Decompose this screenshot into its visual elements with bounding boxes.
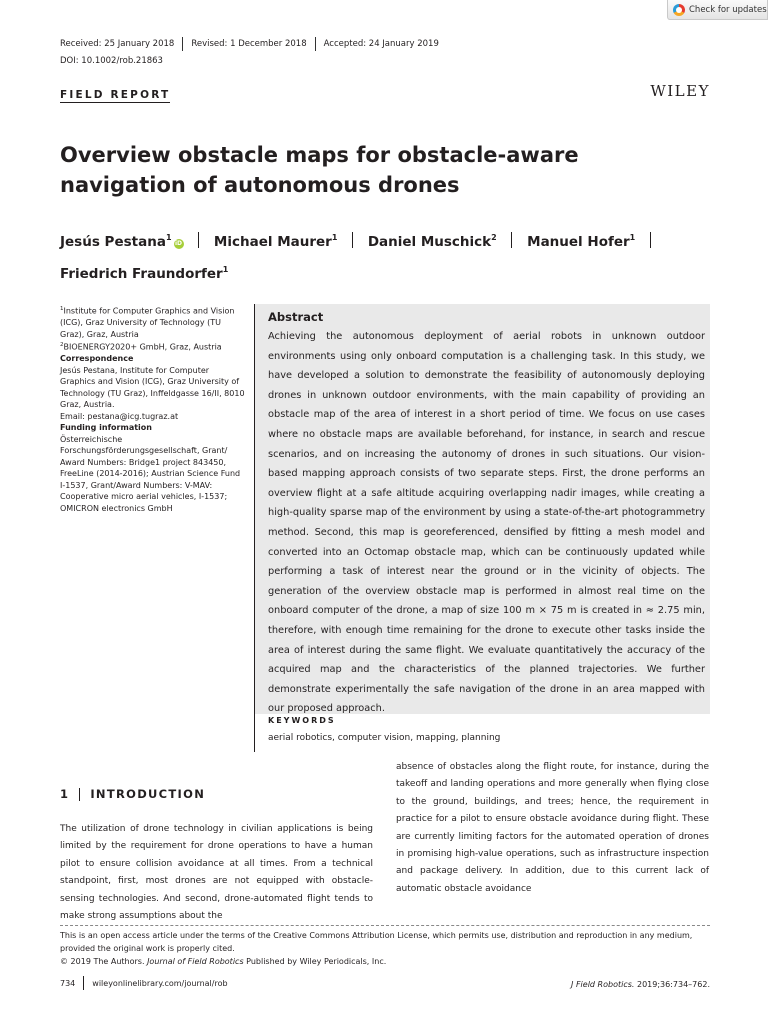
divider <box>315 37 316 51</box>
orcid-icon[interactable]: iD <box>174 240 183 247</box>
crossmark-icon <box>673 4 685 16</box>
correspondence-text: Jesús Pestana, Institute for Computer Graphics and Vision (ICG), Graz University of Technology (TU Graz), Inffeldgasse 16/II, 8010 Graz, Austria. <box>60 365 245 410</box>
check-for-updates-label: Check for updates <box>689 4 767 15</box>
author[interactable]: Friedrich Fraundorfer$^1$ <box>60 265 229 282</box>
author[interactable]: Michael Maurer$^1$ <box>213 233 338 250</box>
article-info-column <box>60 304 245 514</box>
check-for-updates-button[interactable] <box>667 0 768 20</box>
revised-date: Revised: 1 December 2018 <box>191 39 307 49</box>
journal-url[interactable]: wileyonlinelibrary.com/journal/rob <box>92 978 228 988</box>
section-title: INTRODUCTION <box>90 787 206 801</box>
correspondence-email[interactable]: Email: pestana@icg.tugraz.at <box>60 411 179 421</box>
author[interactable]: Daniel Muschick$^2$ <box>367 233 497 250</box>
abstract-heading: Abstract <box>268 310 324 324</box>
divider <box>79 788 80 801</box>
divider <box>182 37 183 51</box>
footer-left <box>60 976 228 990</box>
received-date: Received: 25 January 2018 <box>60 39 175 49</box>
affiliation: $^2$BIOENERGY2020+ GmbH, Graz, Austria <box>60 342 222 352</box>
article-dates <box>60 37 439 51</box>
copyright-line: © 2019 The Authors. Journal of Field Robotics Published by Wiley Periodicals, Inc. <box>60 957 387 966</box>
keywords-heading: KEYWORDS <box>268 716 336 725</box>
divider <box>83 976 84 990</box>
abstract-text: Achieving the autonomous deployment of aerial robots in unknown outdoor environments using only onboard computation is a challenging task. In this study, we have developed a solution to demonstrate the feasibility of autonomously deploying drones in unknown outdoor environments, with the main capability of providing an obstacle map of the area of interest in a short period of time. We focus on use cases where no obstacle maps are available beforehand, for instance, in search and rescue scenarios, and on increasing the autonomy of drones in such situations. Our vision-based mapping approach consists of two separate steps. First, the drone performs an overview flight at a safe altitude acquiring overlapping nadir images, while creating a high-quality sparse map of the environment by using a state-of-the-art photogrammetry method. Second, this map is georeferenced, densified by fitting a mesh model and converted into an Octomap obstacle map, which can be continuously updated while performing a task of interest near the ground or in the vicinity of objects. The generation of the overview obstacle map is performed in almost real time on the onboard computer of the drone, a map of size 100 m × 75 m is created in ≈ 2.75 min, therefore, with enough time remaining for the drone to execute other tasks inside the area of interest during the same flight. We evaluate quantitatively the accuracy of the acquired map and the characteristics of the planned trajectories. We further demonstrate experimentally the safe navigation of the drone in an area mapped with our proposed approach. <box>268 331 705 715</box>
correspondence-heading: Correspondence <box>60 354 134 364</box>
divider <box>352 232 353 248</box>
author-list <box>60 224 720 288</box>
keywords-text: aerial robotics, computer vision, mapping, planning <box>268 733 501 743</box>
divider <box>198 232 199 248</box>
divider <box>511 232 512 248</box>
footnote-divider <box>60 925 710 926</box>
page-number: 734 <box>60 978 76 988</box>
abstract-box <box>255 304 710 714</box>
section-label: FIELD REPORT <box>60 89 171 101</box>
accepted-date: Accepted: 24 January 2019 <box>323 39 439 49</box>
body-text-left: The utilization of drone technology in civilian applications is being limited by the requirement for drone operations to have a human pilot to ensure collision avoidance at all times. From a technical standpoint, first, most drones are not equipped with obstacle-sensing technologies. And second, drone-automated flight tends to make strong assumptions about the <box>60 824 373 922</box>
license-text: This is an open access article under the terms of the Creative Commons Attribution License, which permits use, distribution and reproduction in any medium, provided the original work is properly cited. <box>60 931 693 953</box>
body-text-right: absence of obstacles along the flight route, for instance, during the takeoff and landing operations and more generally when flying close to the ground, buildings, and trees; hence, the requirement in practice for a pilot to ensure obstacle avoidance during flight. These are currently limiting factors for the automated operation of drones in promising high-value operations, such as infrastructure inspection and package delivery. In addition, due to this current lack of automatic obstacle avoidance <box>396 762 709 894</box>
affiliation: $^1$Institute for Computer Graphics and Vision (ICG), Graz University of Technology (TU Graz), Graz, Austria <box>60 306 235 339</box>
section-heading <box>60 787 205 801</box>
author[interactable]: Manuel Hofer$^1$ <box>527 233 636 250</box>
divider <box>650 232 651 248</box>
author[interactable]: Jesús Pestana$^1$iD <box>60 233 183 250</box>
funding-text: Österreichische Forschungsförderungsgesellschaft, Grant/ Award Numbers: Bridge1 project 843450, FreeLine (2014-2016); Austrian Science Fund I-1537, Grant/Award Numbers: V-MAV: Cooperative micro aerial vehicles, I-1537; OMICRON electronics GmbH <box>60 434 241 513</box>
funding-heading: Funding information <box>60 423 152 433</box>
citation-line: J Field Robotics. 2019;36:734–762. <box>571 980 710 989</box>
doi[interactable]: DOI: 10.1002/rob.21863 <box>60 56 163 66</box>
section-number: 1 <box>60 787 70 801</box>
publisher-logo: WILEY <box>650 82 710 100</box>
article-title: Overview obstacle maps for obstacle-aware navigation of autonomous drones <box>60 143 579 197</box>
